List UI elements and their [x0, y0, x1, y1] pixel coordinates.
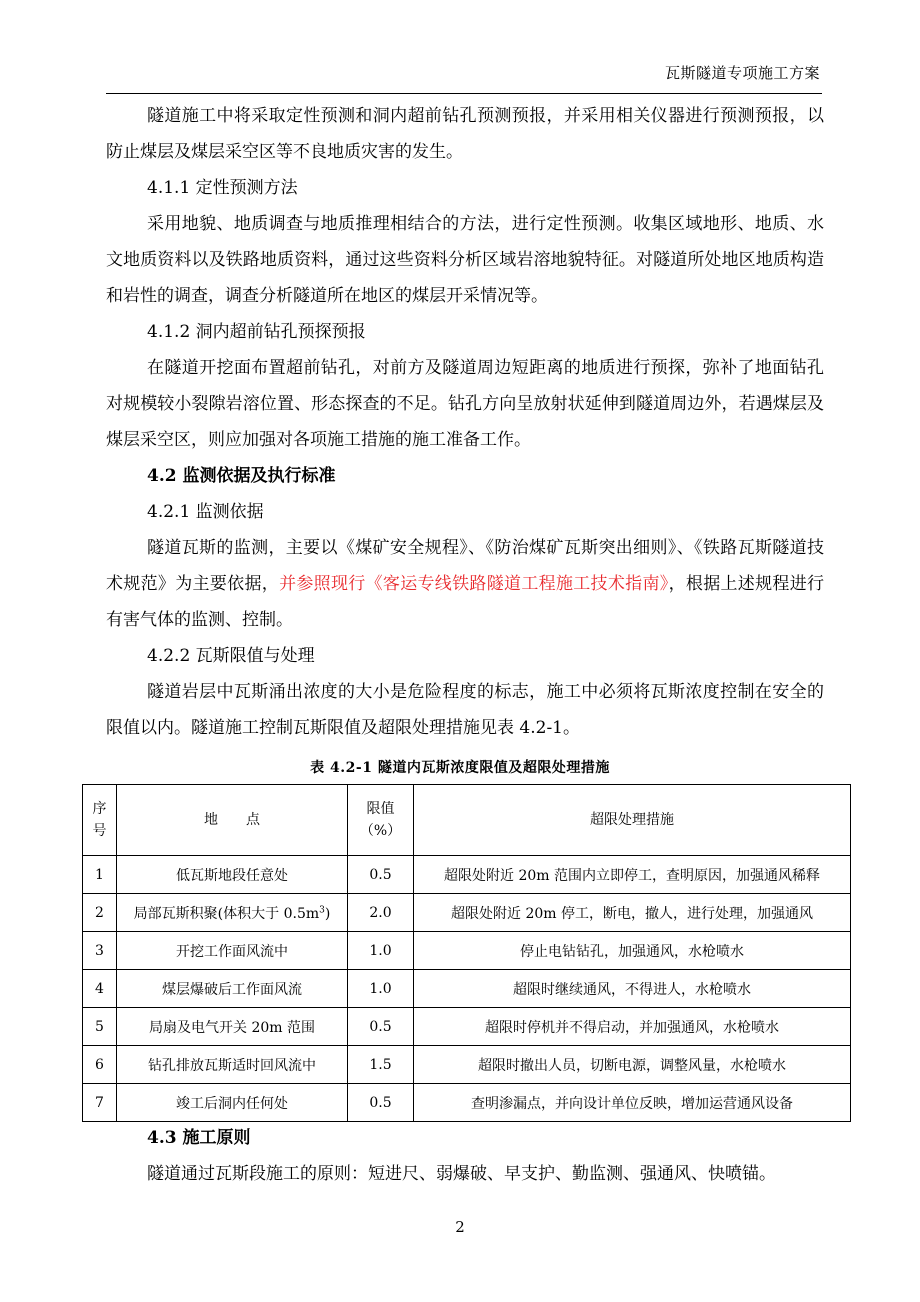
- table-row: [83, 894, 851, 932]
- cell-place: 局部瓦斯积聚(体积大于 $0.5m^3$): [117, 894, 348, 932]
- monitoring-basis-text-a: 隧道瓦斯的监测，主要以《煤矿安全规程》、《防治煤矿瓦斯突出细则》、《铁路瓦斯隧道技术规范》为主要依据，: [106, 538, 824, 594]
- running-header-title: 瓦斯隧道专项施工方案: [664, 64, 820, 82]
- heading-4-2: 4.2 监测依据及执行标准: [147, 466, 336, 486]
- paragraph-principles: 隧道通过瓦斯段施工的原则：短进尺、弱爆破、早支护、勤监测、强通风、快喷锚。: [147, 1164, 776, 1184]
- paragraph-prediction-intro: 隧道施工中将采取定性预测和洞内超前钻孔预测预报，并采用相关仪器进行预测预报，以防止煤层及煤层采空区等不良地质灾害的发生。: [106, 106, 824, 162]
- table-row: [83, 1046, 851, 1084]
- cell-limit: 0.5: [348, 1084, 414, 1122]
- cell-limit: 0.5: [348, 856, 414, 894]
- header-measure: 超限处理措施: [414, 785, 851, 856]
- cell-no: 7: [83, 1084, 117, 1122]
- cell-limit: 1.0: [348, 970, 414, 1008]
- table-row: [83, 1008, 851, 1046]
- cell-measure: 超限时停机并不得启动，并加强通风，水枪喷水: [414, 1008, 851, 1046]
- cell-limit: 1.5: [348, 1046, 414, 1084]
- paragraph-advance-drilling: 在隧道开挖面布置超前钻孔，对前方及隧道周边短距离的地质进行预探，弥补了地面钻孔对规模较小裂隙岩溶位置、形态探查的不足。钻孔方向呈放射状延伸到隧道周边外，若遇煤层及煤层采空区，则应加强对各项施工措施的施工准备工作。: [106, 358, 824, 450]
- cell-place: 开挖工作面风流中: [117, 932, 348, 970]
- cell-no: 3: [83, 932, 117, 970]
- cell-place: 竣工后洞内任何处: [117, 1084, 348, 1122]
- heading-4-2-2: 4.2.2 瓦斯限值与处理: [147, 646, 315, 666]
- cell-place: 低瓦斯地段任意处: [117, 856, 348, 894]
- table-row: [83, 856, 851, 894]
- monitoring-basis-highlight: 并参照现行《客运专线铁路隧道工程施工技术指南》: [279, 574, 669, 594]
- table-row: [83, 970, 851, 1008]
- cell-measure: 超限时继续通风，不得进人，水枪喷水: [414, 970, 851, 1008]
- table-caption: 表 4.2-1 隧道内瓦斯浓度限值及超限处理措施: [310, 760, 610, 776]
- cell-place: 钻孔排放瓦斯适时回风流中: [117, 1046, 348, 1084]
- paragraph-monitoring-basis: [106, 530, 824, 638]
- table-row: [83, 1084, 851, 1122]
- cell-measure: 超限处附近 20m 停工，断电，撤人，进行处理，加强通风: [414, 894, 851, 932]
- gas-limit-table: [82, 784, 851, 1122]
- table-header-row: [83, 785, 851, 856]
- cell-place: 局扇及电气开关 20m 范围: [117, 1008, 348, 1046]
- table-row: [83, 932, 851, 970]
- cell-limit: 2.0: [348, 894, 414, 932]
- cell-measure: 停止电钻钻孔，加强通风，水枪喷水: [414, 932, 851, 970]
- cell-place: 煤层爆破后工作面风流: [117, 970, 348, 1008]
- cell-measure: 超限处附近 20m 范围内立即停工，查明原因，加强通风稀释: [414, 856, 851, 894]
- page-number: 2: [455, 1218, 465, 1236]
- header-no: 序 号: [83, 785, 117, 856]
- header-limit: 限值 （%）: [348, 785, 414, 856]
- cell-no: 1: [83, 856, 117, 894]
- body-text: [106, 98, 824, 746]
- header-place: 地 点: [117, 785, 348, 856]
- cell-no: 2: [83, 894, 117, 932]
- cell-no: 5: [83, 1008, 117, 1046]
- paragraph-gas-limit: 隧道岩层中瓦斯涌出浓度的大小是危险程度的标志，施工中必须将瓦斯浓度控制在安全的限值以内。隧道施工控制瓦斯限值及超限处理措施见表 4.2-1。: [106, 682, 824, 738]
- monitoring-basis-text-b: ，根据上述规程进行有害气体的监测、控制。: [106, 574, 825, 630]
- header-divider: [106, 93, 822, 94]
- heading-4-1-1: 4.1.1 定性预测方法: [147, 178, 298, 198]
- cell-measure: 超限时撤出人员，切断电源，调整风量，水枪喷水: [414, 1046, 851, 1084]
- heading-4-1-2: 4.1.2 洞内超前钻孔预探预报: [147, 322, 366, 342]
- construction-principles-section: [106, 1120, 824, 1192]
- cell-no: 6: [83, 1046, 117, 1084]
- cell-limit: 0.5: [348, 1008, 414, 1046]
- cell-limit: 1.0: [348, 932, 414, 970]
- heading-4-2-1: 4.2.1 监测依据: [147, 502, 264, 522]
- heading-4-3: 4.3 施工原则: [147, 1128, 251, 1148]
- cell-no: 4: [83, 970, 117, 1008]
- cell-measure: 查明渗漏点，并向设计单位反映，增加运营通风设备: [414, 1084, 851, 1122]
- paragraph-qualitative-method: 采用地貌、地质调查与地质推理相结合的方法，进行定性预测。收集区域地形、地质、水文地质资料以及铁路地质资料，通过这些资料分析区域岩溶地貌特征。对隧道所处地区地质构造和岩性的调查，调查分析隧道所在地区的煤层开采情况等。: [106, 214, 824, 306]
